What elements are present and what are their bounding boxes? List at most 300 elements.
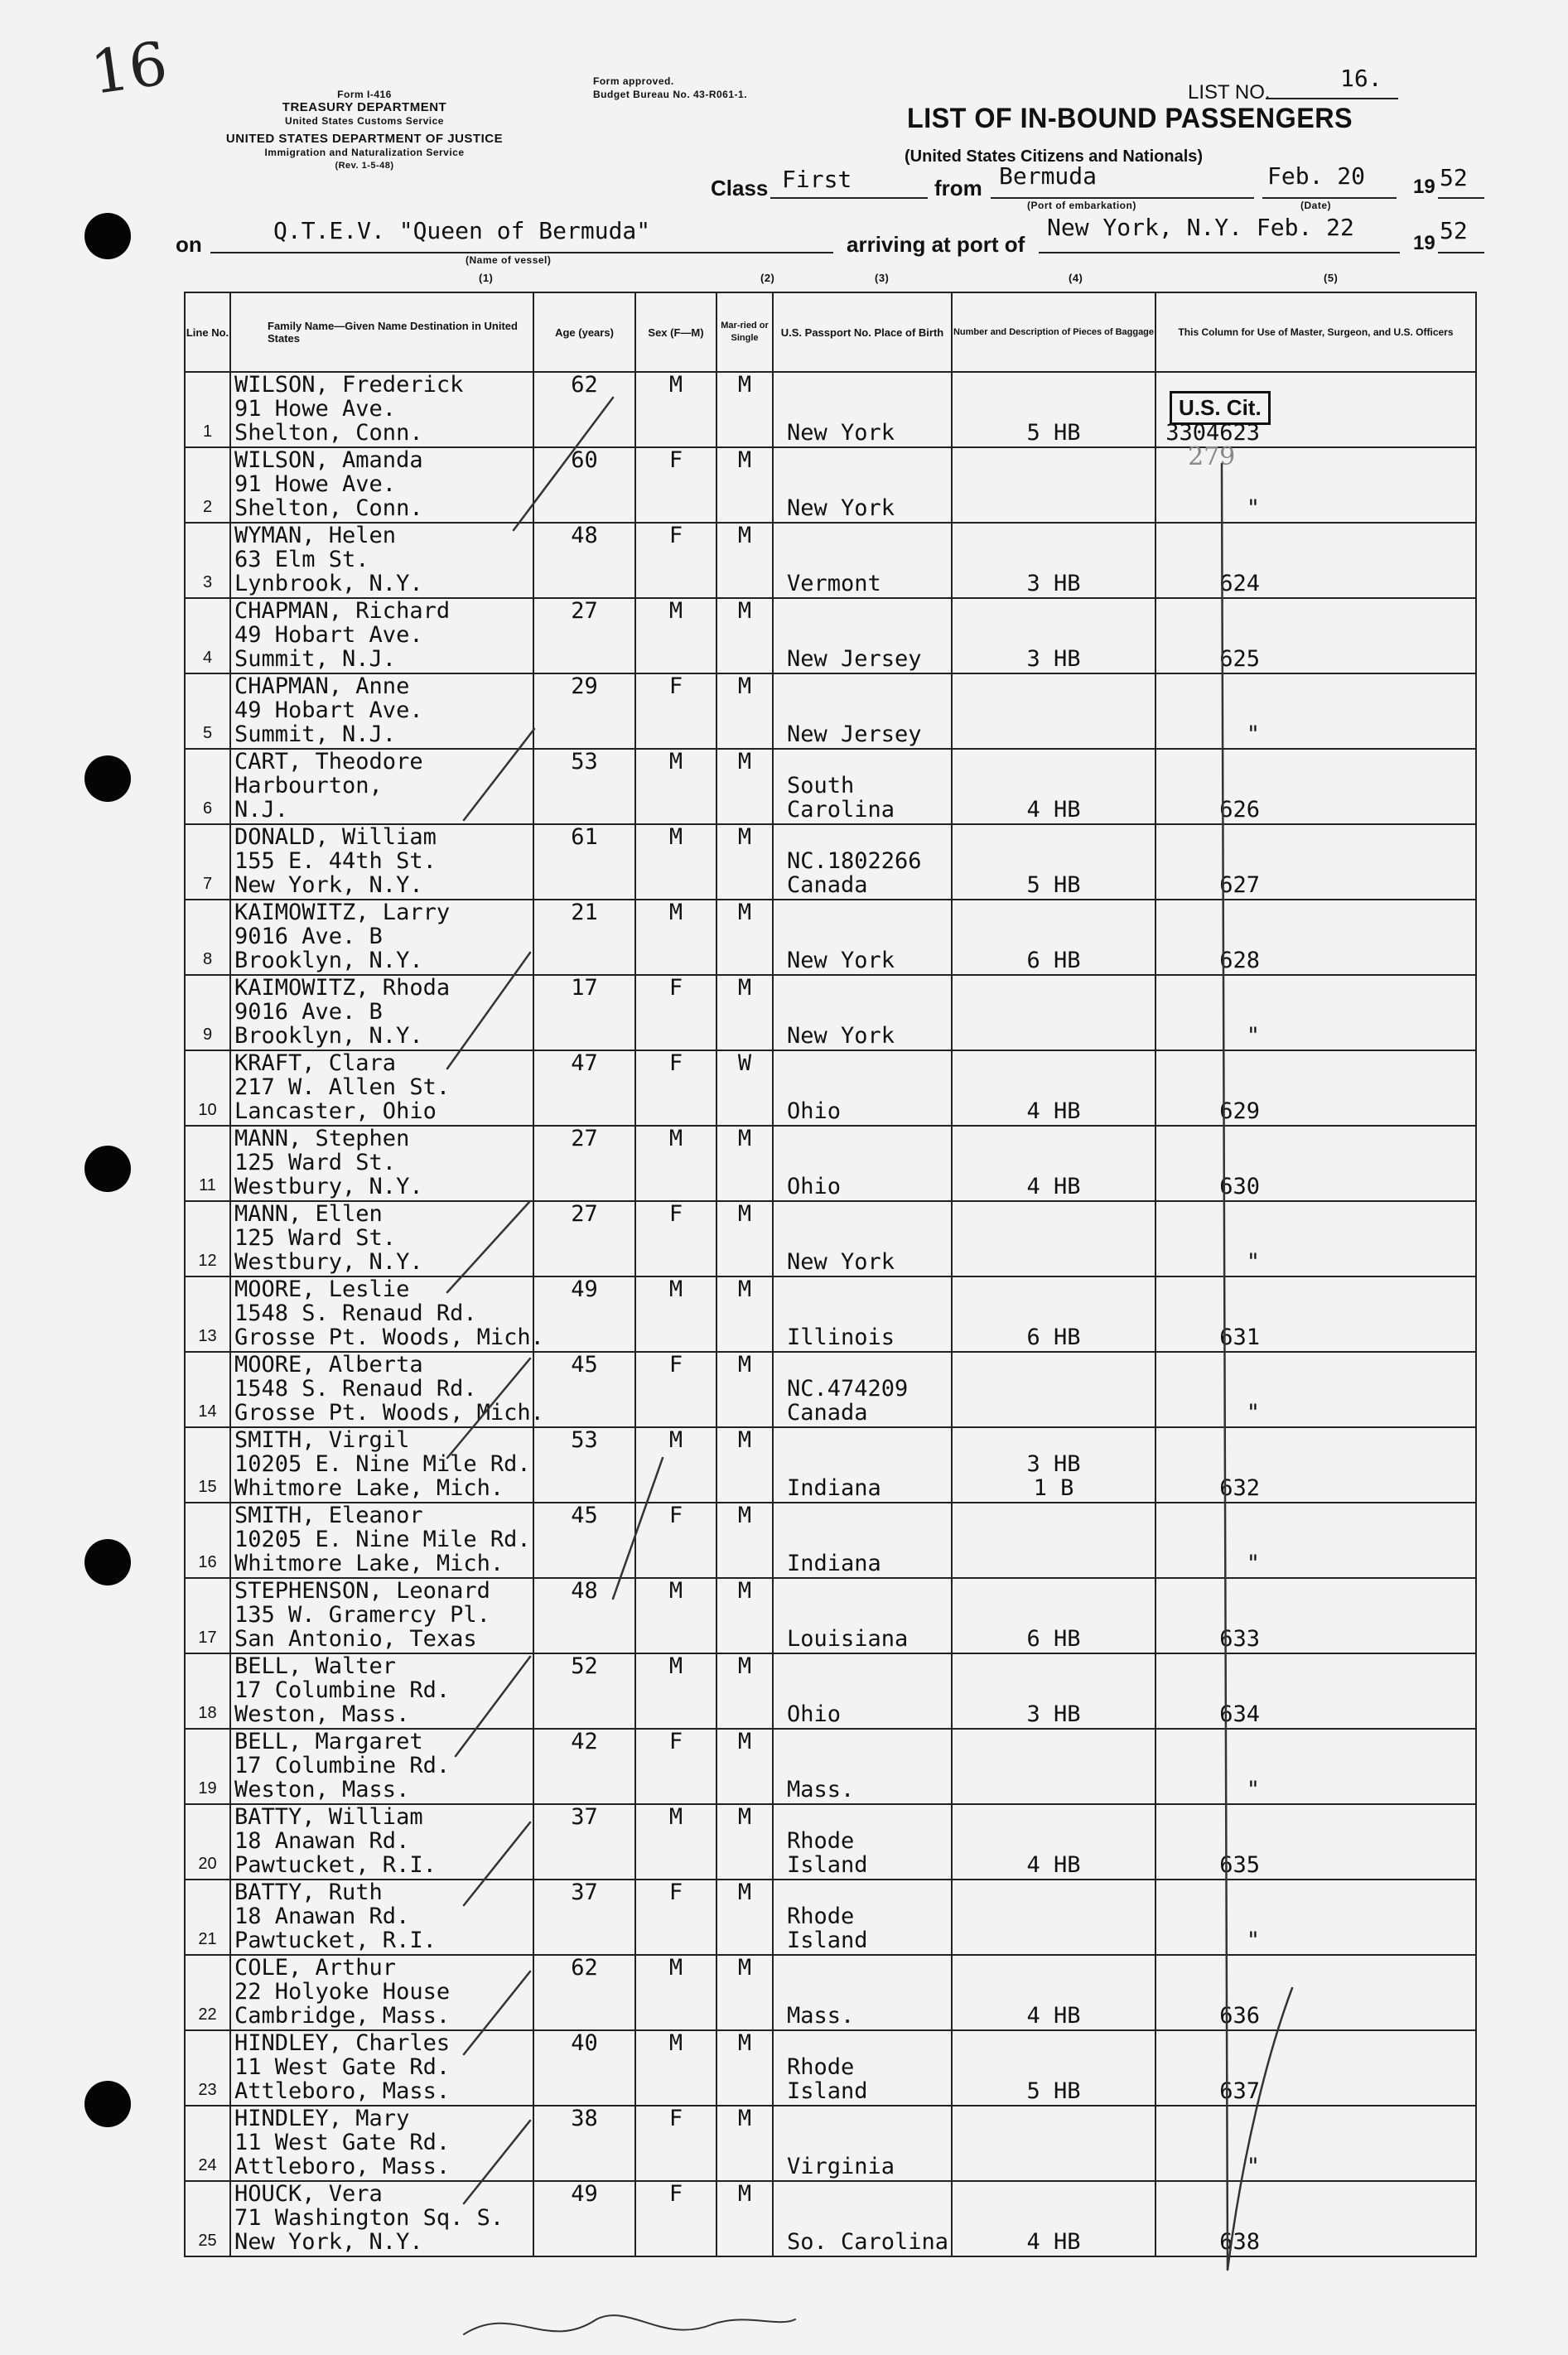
tick-stroke	[613, 1458, 663, 1599]
sex-value: F	[668, 523, 683, 548]
header-officers: This Column for Use of Master, Surgeon, and U.S. Officers	[1155, 292, 1476, 372]
passenger-name: DONALD, William	[234, 824, 437, 850]
passenger-name: KRAFT, Clara	[234, 1050, 397, 1076]
header-passport: U.S. Passport No. Place of Birth	[773, 292, 952, 372]
baggage-value: 5 HB	[1026, 872, 1081, 898]
form-approved: Form approved.	[593, 75, 674, 87]
city-state: New York, N.Y.	[234, 872, 423, 898]
age-value: 60	[571, 447, 598, 473]
justice-department: UNITED STATES DEPARTMENT OF JUSTICE	[225, 132, 504, 146]
city-state: Whitmore Lake, Mich.	[234, 1475, 504, 1501]
sex-value: F	[668, 1503, 683, 1528]
marital-value: M	[737, 523, 752, 548]
vessel-name: Q.T.E.V. "Queen of Bermuda"	[273, 217, 651, 244]
line-number: 17	[198, 1629, 217, 1647]
age-value: 38	[571, 2106, 598, 2131]
officer-notation: 3304623	[1165, 420, 1260, 446]
line-number: 14	[198, 1402, 217, 1421]
passenger-name: CHAPMAN, Anne	[234, 673, 410, 699]
line-number: 3	[202, 573, 213, 591]
baggage-extra: 1 B	[1033, 1475, 1074, 1501]
marital-value: M	[737, 2106, 752, 2131]
city-state: Summit, N.J.	[234, 721, 397, 747]
place-of-birth: Island	[787, 1928, 868, 1953]
place-of-birth: So. Carolina	[787, 2229, 949, 2255]
age-value: 29	[571, 673, 598, 699]
sex-value: F	[668, 673, 683, 699]
port-note: (Port of embarkation)	[1027, 200, 1136, 211]
city-state: Shelton, Conn.	[234, 420, 423, 446]
place-of-birth: Illinois	[787, 1325, 895, 1350]
marital-value: M	[737, 2030, 752, 2056]
line-number: 10	[198, 1101, 217, 1119]
tick-stroke	[514, 398, 613, 530]
officer-notation: 624	[1219, 571, 1260, 596]
age-value: 53	[571, 749, 598, 775]
passport-number: Rhode	[787, 1828, 855, 1854]
street-address: 10205 E. Nine Mile Rd.	[234, 1527, 531, 1552]
city-state: Grosse Pt. Woods, Mich.	[234, 1325, 544, 1350]
line-number: 15	[198, 1478, 217, 1496]
baggage-value: 5 HB	[1026, 2078, 1081, 2104]
line-number: 4	[202, 649, 213, 667]
passenger-name: KAIMOWITZ, Larry	[234, 900, 451, 925]
line-number: 22	[198, 2005, 217, 2024]
age-value: 27	[571, 1126, 598, 1151]
tick-stroke	[447, 953, 530, 1069]
place-of-birth: Louisiana	[787, 1626, 909, 1652]
tick-stroke	[464, 2121, 530, 2203]
baggage-value: 4 HB	[1026, 1098, 1081, 1124]
stamp-handwritten-number: 279	[1188, 442, 1236, 471]
age-value: 37	[571, 1880, 598, 1905]
passenger-name: MANN, Ellen	[234, 1201, 383, 1227]
officer-notation: 629	[1219, 1098, 1260, 1124]
officer-notation: 638	[1219, 2229, 1260, 2255]
line-number: 8	[202, 950, 213, 968]
place-of-birth: Vermont	[787, 571, 881, 596]
passport-number: NC.1802266	[787, 848, 922, 874]
street-address: 135 W. Gramercy Pl.	[234, 1602, 490, 1628]
place-of-birth: New York	[787, 1023, 895, 1049]
us-citizen-stamp: U.S. Cit.	[1170, 391, 1271, 425]
col-num-1: (1)	[479, 272, 494, 284]
city-state: Westbury, N.Y.	[234, 1174, 423, 1199]
place-of-birth: New York	[787, 1249, 895, 1275]
list-no-label: LIST NO.	[1188, 81, 1271, 104]
baggage-value: 4 HB	[1026, 1174, 1081, 1199]
marital-value: M	[737, 1729, 752, 1754]
officer-notation: 631	[1219, 1325, 1260, 1350]
date-value: Feb. 20	[1267, 162, 1366, 190]
street-address: 1548 S. Renaud Rd.	[234, 1376, 477, 1402]
marital-value: M	[737, 1201, 752, 1227]
tick-stroke	[447, 1358, 530, 1458]
street-address: 155 E. 44th St.	[234, 848, 437, 874]
sex-value: M	[668, 1955, 683, 1981]
age-value: 42	[571, 1729, 598, 1754]
header-name: Family Name—Given Name Destination in United States	[230, 292, 533, 372]
year-value: 52	[1440, 164, 1468, 191]
marital-value: M	[737, 824, 752, 850]
age-value: 49	[571, 1276, 598, 1302]
street-address: 71 Washington Sq. S.	[234, 2205, 504, 2231]
passenger-name: HINDLEY, Mary	[234, 2106, 410, 2131]
officer-notation: 627	[1219, 872, 1260, 898]
passport-number: Rhode	[787, 2054, 855, 2080]
city-state: New York, N.Y.	[234, 2229, 423, 2255]
street-address: 11 West Gate Rd.	[234, 2054, 451, 2080]
place-of-birth: New York	[787, 420, 895, 446]
city-state: N.J.	[234, 797, 289, 823]
marital-value: M	[737, 447, 752, 473]
sex-value: F	[668, 2106, 683, 2131]
tick-stroke	[464, 729, 534, 820]
sex-value: M	[668, 749, 683, 775]
budget-bureau-number: Budget Bureau No. 43-R061-1.	[593, 89, 748, 100]
age-value: 49	[571, 2181, 598, 2207]
city-state: Pawtucket, R.I.	[234, 1928, 437, 1953]
officer-notation: 630	[1219, 1174, 1260, 1199]
place-of-birth: Island	[787, 2078, 868, 2104]
age-value: 27	[571, 1201, 598, 1227]
tick-stroke	[464, 1971, 530, 2054]
passenger-name: SMITH, Virgil	[234, 1427, 410, 1453]
header-sex: Sex (F—M)	[635, 292, 716, 372]
city-state: Attleboro, Mass.	[234, 2154, 451, 2179]
place-of-birth: New York	[787, 948, 895, 973]
line-number: 7	[202, 875, 213, 893]
col-num-2: (2)	[760, 272, 775, 284]
place-of-birth: Mass.	[787, 1777, 855, 1802]
place-of-birth: Canada	[787, 872, 868, 898]
city-state: Summit, N.J.	[234, 646, 397, 672]
sex-value: F	[668, 1880, 683, 1905]
passenger-name: MOORE, Leslie	[234, 1276, 410, 1302]
street-address: 91 Howe Ave.	[234, 471, 397, 497]
line-number: 1	[202, 422, 213, 441]
header-age: Age (years)	[533, 292, 635, 372]
officer-notation: "	[1246, 1023, 1260, 1049]
place-of-birth: Ohio	[787, 1701, 842, 1727]
place-of-birth: New Jersey	[787, 646, 922, 672]
street-address: 49 Hobart Ave.	[234, 622, 423, 648]
marital-value: M	[737, 1503, 752, 1528]
passport-number: South	[787, 773, 855, 799]
baggage-value: 6 HB	[1026, 948, 1081, 973]
marital-value: M	[737, 598, 752, 624]
age-value: 17	[571, 975, 598, 1001]
street-address: 22 Holyoke House	[234, 1979, 451, 2005]
street-address: 11 West Gate Rd.	[234, 2130, 451, 2155]
sex-value: F	[668, 1050, 683, 1076]
age-value: 37	[571, 1804, 598, 1830]
passenger-name: BATTY, Ruth	[234, 1880, 383, 1905]
age-value: 53	[571, 1427, 598, 1453]
signature-scrawl	[464, 2315, 795, 2334]
sex-value: M	[668, 1804, 683, 1830]
line-number: 13	[198, 1327, 217, 1345]
baggage-value: 3 HB	[1026, 646, 1081, 672]
sex-value: F	[668, 447, 683, 473]
baggage-value: 4 HB	[1026, 2003, 1081, 2029]
page-subtitle: (United States Citizens and Nationals)	[905, 147, 1204, 166]
officer-notation: 636	[1219, 2003, 1260, 2029]
place-of-birth: New Jersey	[787, 721, 922, 747]
arrival-port-value: New York, N.Y. Feb. 22	[1047, 214, 1354, 241]
street-address: 10205 E. Nine Mile Rd.	[234, 1451, 531, 1477]
corner-handwritten-mark: 16	[86, 28, 172, 108]
passport-number: Rhode	[787, 1904, 855, 1929]
sex-value: M	[668, 1276, 683, 1302]
officer-notation: "	[1246, 495, 1260, 521]
street-address: 217 W. Allen St.	[234, 1074, 451, 1100]
street-address: 18 Anawan Rd.	[234, 1828, 410, 1854]
customs-service: United States Customs Service	[285, 115, 444, 127]
passenger-name: STEPHENSON, Leonard	[234, 1578, 490, 1604]
place-of-birth: Indiana	[787, 1475, 881, 1501]
page-title: LIST OF IN-BOUND PASSENGERS	[907, 103, 1353, 134]
passenger-name: BATTY, William	[234, 1804, 423, 1830]
list-no-value: 16.	[1340, 65, 1382, 92]
sex-value: F	[668, 1352, 683, 1378]
street-address: 1548 S. Renaud Rd.	[234, 1301, 477, 1326]
baggage-value: 6 HB	[1026, 1626, 1081, 1652]
line-number: 23	[198, 2081, 217, 2099]
city-state: Grosse Pt. Woods, Mich.	[234, 1400, 544, 1426]
marital-value: M	[737, 1276, 752, 1302]
city-state: Weston, Mass.	[234, 1777, 410, 1802]
age-value: 52	[571, 1653, 598, 1679]
officer-notation: 634	[1219, 1701, 1260, 1727]
marital-value: M	[737, 673, 752, 699]
line-number: 21	[198, 1930, 217, 1948]
marital-value: M	[737, 749, 752, 775]
passenger-name: HINDLEY, Charles	[234, 2030, 451, 2056]
sex-value: F	[668, 1201, 683, 1227]
line-number: 19	[198, 1779, 217, 1798]
line-number: 16	[198, 1553, 217, 1571]
city-state: San Antonio, Texas	[234, 1626, 477, 1652]
place-of-birth: New York	[787, 495, 895, 521]
place-of-birth: Virginia	[787, 2154, 895, 2179]
header-married: Mar-ried or Single	[716, 292, 773, 372]
sex-value: F	[668, 1729, 683, 1754]
passenger-name: HOUCK, Vera	[234, 2181, 383, 2207]
marital-value: M	[737, 1804, 752, 1830]
city-state: Westbury, N.Y.	[234, 1249, 423, 1275]
form-revision: (Rev. 1-5-48)	[335, 161, 394, 171]
age-value: 21	[571, 900, 598, 925]
passport-number: NC.474209	[787, 1376, 909, 1402]
arrival-year-prefix: 19	[1413, 232, 1435, 254]
passenger-name: MANN, Stephen	[234, 1126, 410, 1151]
marital-value: M	[737, 1427, 752, 1453]
passenger-name: WILSON, Amanda	[234, 447, 423, 473]
marital-value: M	[737, 900, 752, 925]
tick-stroke	[456, 1657, 530, 1756]
baggage-value: 4 HB	[1026, 797, 1081, 823]
class-value: First	[782, 166, 852, 193]
place-of-birth: Carolina	[787, 797, 895, 823]
age-value: 47	[571, 1050, 598, 1076]
tick-stroke	[464, 1822, 530, 1905]
sex-value: M	[668, 1653, 683, 1679]
tick-stroke	[447, 1201, 530, 1292]
officer-notation: "	[1246, 1249, 1260, 1275]
marital-value: M	[737, 1653, 752, 1679]
marital-value: M	[737, 372, 752, 398]
on-label: on	[176, 232, 202, 257]
street-address: 9016 Ave. B	[234, 924, 383, 949]
line-number: 18	[198, 1704, 217, 1722]
age-value: 45	[571, 1503, 598, 1528]
date-note: (Date)	[1300, 200, 1332, 211]
from-label: from	[934, 176, 982, 200]
city-state: Cambridge, Mass.	[234, 2003, 451, 2029]
age-value: 62	[571, 372, 598, 398]
form-number: Form I-416	[337, 89, 392, 100]
sex-value: M	[668, 598, 683, 624]
sex-value: M	[668, 372, 683, 398]
officer-notation: 633	[1219, 1626, 1260, 1652]
baggage-value: 6 HB	[1026, 1325, 1081, 1350]
marital-value: M	[737, 1880, 752, 1905]
city-state: Brooklyn, N.Y.	[234, 1023, 423, 1049]
sex-value: F	[668, 975, 683, 1001]
arrival-year-value: 52	[1440, 217, 1468, 244]
passenger-name: CHAPMAN, Richard	[234, 598, 451, 624]
line-number: 9	[202, 1025, 213, 1044]
age-value: 48	[571, 1578, 598, 1604]
age-value: 27	[571, 598, 598, 624]
city-state: Shelton, Conn.	[234, 495, 423, 521]
col-num-4: (4)	[1069, 272, 1083, 284]
place-of-birth: Ohio	[787, 1174, 842, 1199]
city-state: Attleboro, Mass.	[234, 2078, 451, 2104]
header-line-no: Line No.	[185, 292, 230, 372]
officer-notation: 628	[1219, 948, 1260, 973]
age-value: 62	[571, 1955, 598, 1981]
street-address: 17 Columbine Rd.	[234, 1677, 451, 1703]
passenger-name: WYMAN, Helen	[234, 523, 397, 548]
passenger-name: BELL, Walter	[234, 1653, 397, 1679]
city-state: Lancaster, Ohio	[234, 1098, 437, 1124]
place-of-birth: Ohio	[787, 1098, 842, 1124]
arriving-label: arriving at port of	[847, 232, 1025, 257]
street-address: 125 Ward St.	[234, 1225, 397, 1251]
line-number: 25	[198, 2232, 217, 2250]
treasury-department: TREASURY DEPARTMENT	[282, 100, 447, 114]
sex-value: M	[668, 900, 683, 925]
line-number: 20	[198, 1855, 217, 1873]
line-number: 12	[198, 1252, 217, 1270]
check-tail	[1228, 1988, 1292, 2270]
city-state: Weston, Mass.	[234, 1701, 410, 1727]
place-of-birth: Canada	[787, 1400, 868, 1426]
officer-notation: 632	[1219, 1475, 1260, 1501]
passenger-name: COLE, Arthur	[234, 1955, 397, 1981]
street-address: 63 Elm St.	[234, 547, 369, 572]
place-of-birth: Mass.	[787, 2003, 855, 2029]
line-number: 5	[202, 724, 213, 742]
street-address: 91 Howe Ave.	[234, 396, 397, 422]
passenger-name: SMITH, Eleanor	[234, 1503, 423, 1528]
marital-value: M	[737, 1578, 752, 1604]
marital-value: M	[737, 1955, 752, 1981]
place-of-birth: Island	[787, 1852, 868, 1878]
street-address: 17 Columbine Rd.	[234, 1753, 451, 1778]
marital-value: W	[737, 1050, 752, 1076]
age-value: 48	[571, 523, 598, 548]
street-address: 18 Anawan Rd.	[234, 1904, 410, 1929]
line-number: 2	[202, 498, 213, 516]
officer-notation: 626	[1219, 797, 1260, 823]
baggage-value: 3 HB	[1026, 571, 1081, 596]
header-baggage: Number and Description of Pieces of Baggage	[952, 292, 1155, 372]
immigration-service: Immigration and Naturalization Service	[264, 147, 465, 158]
col-num-3: (3)	[875, 272, 890, 284]
officer-notation: "	[1246, 721, 1260, 747]
officer-notation: 625	[1219, 646, 1260, 672]
marital-value: M	[737, 1126, 752, 1151]
vessel-note: (Name of vessel)	[466, 254, 552, 266]
officer-notation: "	[1246, 1400, 1260, 1426]
street-address: Harbourton,	[234, 773, 383, 799]
age-value: 40	[571, 2030, 598, 2056]
from-value: Bermuda	[999, 162, 1098, 190]
col-num-5: (5)	[1324, 272, 1339, 284]
baggage-value: 4 HB	[1026, 1852, 1081, 1878]
baggage-value: 3 HB	[1026, 1701, 1081, 1727]
street-address: 9016 Ave. B	[234, 999, 383, 1025]
officer-notation: 635	[1219, 1852, 1260, 1878]
age-value: 45	[571, 1352, 598, 1378]
sex-value: M	[668, 1427, 683, 1453]
city-state: Pawtucket, R.I.	[234, 1852, 437, 1878]
sex-value: M	[668, 1578, 683, 1604]
city-state: Brooklyn, N.Y.	[234, 948, 423, 973]
baggage-value: 4 HB	[1026, 2229, 1081, 2255]
passenger-name: WILSON, Frederick	[234, 372, 464, 398]
passenger-name: KAIMOWITZ, Rhoda	[234, 975, 451, 1001]
street-address: 49 Hobart Ave.	[234, 697, 423, 723]
passenger-name: BELL, Margaret	[234, 1729, 423, 1754]
passenger-name: CART, Theodore	[234, 749, 423, 775]
class-label: Class	[711, 176, 769, 200]
officer-notation: "	[1246, 1551, 1260, 1576]
marital-value: M	[737, 2181, 752, 2207]
age-value: 61	[571, 824, 598, 850]
sex-value: F	[668, 2181, 683, 2207]
officer-notation: "	[1246, 2154, 1260, 2179]
city-state: Lynbrook, N.Y.	[234, 571, 423, 596]
marital-value: M	[737, 975, 752, 1001]
officer-notation: 637	[1219, 2078, 1260, 2104]
sex-value: M	[668, 1126, 683, 1151]
line-number: 11	[199, 1176, 216, 1194]
year-prefix: 19	[1413, 176, 1435, 198]
officer-notation: "	[1246, 1777, 1260, 1802]
line-number: 6	[202, 799, 213, 818]
baggage-value: 5 HB	[1026, 420, 1081, 446]
passenger-name: MOORE, Alberta	[234, 1352, 423, 1378]
city-state: Whitmore Lake, Mich.	[234, 1551, 504, 1576]
place-of-birth: Indiana	[787, 1551, 881, 1576]
officer-notation: "	[1246, 1928, 1260, 1953]
line-number: 24	[198, 2156, 217, 2174]
vertical-check-line	[1222, 464, 1228, 2270]
